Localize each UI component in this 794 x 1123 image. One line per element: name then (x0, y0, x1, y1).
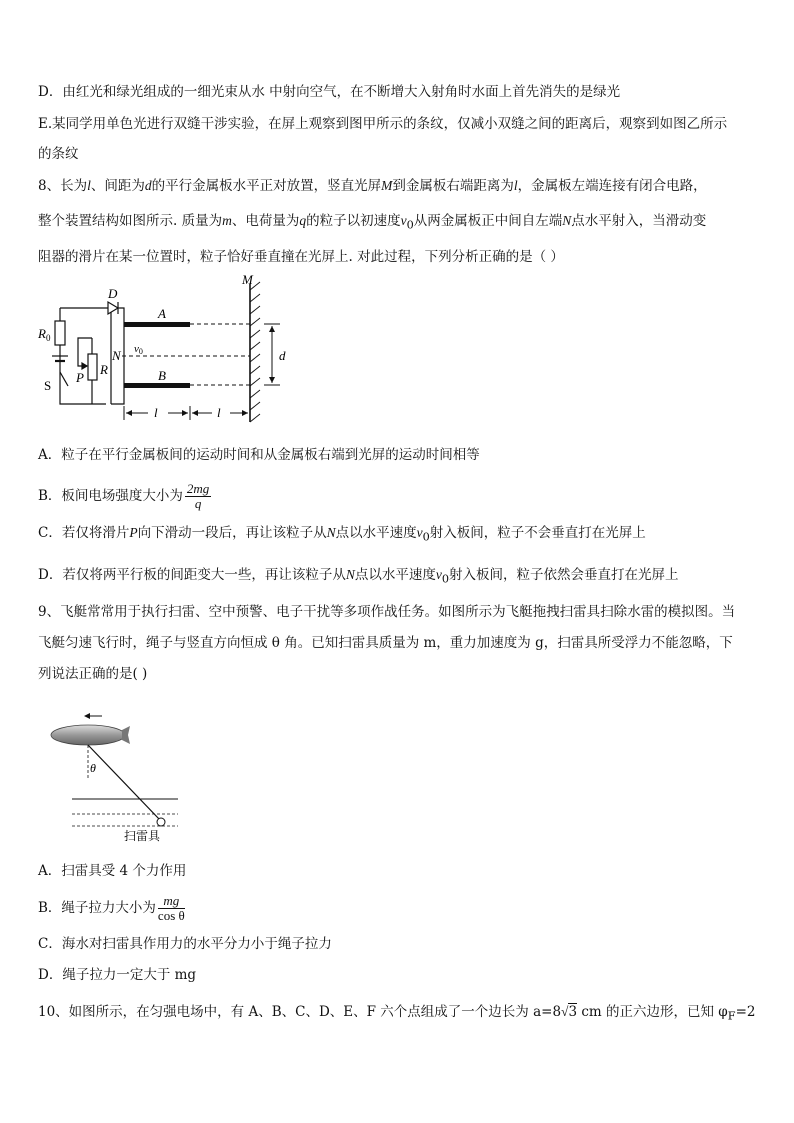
q8-stem-line2: 整个装置结构如图所示. 质量为m、电荷量为q的粒子以初速度$v_0$从两金属板正中间自左端N点水平射入，当滑动变 (38, 213, 707, 232)
q9-option-b-fraction: $\frac{mg}{\text{cos θ}}$ (157, 893, 185, 923)
q9-option-c: C．海水对扫雷具作用力的水平分力小于绳子拉力 (38, 936, 332, 952)
label-p: P (76, 370, 84, 385)
q9-option-d: D．绳子拉力一定大于 mg (38, 967, 197, 983)
label-screen-m: M (242, 272, 253, 287)
screen-hatching (250, 282, 260, 422)
label-theta: θ (90, 761, 96, 775)
label-n: N (112, 348, 121, 363)
label-l-1: l (154, 405, 158, 420)
q9-stem-line2: 飞艇匀速飞行时，绳子与竖直方向恒成 θ 角。已知扫雷具质量为 m，重力加速度为 g，扫雷具所受浮力不能忽略，下 (38, 635, 733, 651)
switch-s (60, 372, 68, 386)
sqrt-symbol: √ (561, 1004, 569, 1019)
label-s: S (44, 378, 52, 393)
q9-stem-line1: 9、飞艇常常用于执行扫雷、空中预警、电子干扰等多项作战任务。如图所示为飞艇拖拽扫雷具扫除水雷的模拟图。当 (38, 604, 736, 620)
airship-tail (122, 726, 130, 744)
q10-stem: 10、如图所示，在匀强电场中，有 A、B、C、D、E、F 六个点组成了一个边长为 a=8√3 cm 的正六边形，已知 $\varphi_F=2$ (38, 1004, 756, 1023)
q8-circuit-figure (36, 272, 296, 426)
option-e-prev-line2: 的条纹 (38, 146, 79, 162)
q8-option-b-fraction: $\frac{2mg}{q}$ (186, 481, 210, 511)
q8-option-b: B．板间电场强度大小为 $\frac{2mg}{q}$ (38, 481, 210, 511)
q9-airship-figure (44, 706, 184, 846)
label-r: R (100, 362, 108, 377)
q8-option-a: A．粒子在平行金属板间的运动时间和从金属板右端到光屏的运动时间相等 (38, 447, 480, 463)
option-e-prev-line1: E.某同学用单色光进行双缝干涉实验，在屏上观察到图甲所示的条纹，仅减小双缝之间的距离后，观察到如图乙所示 (38, 116, 728, 132)
plate-a (124, 322, 190, 327)
tow-rope (88, 745, 160, 820)
airship (51, 725, 125, 745)
label-r0: $R_0$ (38, 326, 51, 343)
label-v0: v0 (134, 343, 143, 356)
q9-option-a: A．扫雷具受 4 个力作用 (38, 863, 187, 879)
mine-sweeper (157, 818, 165, 826)
q8-option-c: C．若仅将滑片P向下滑动一段后，再让该粒子从N点以水平速度$v_0$射入板间，粒子不会垂直打在光屏上 (38, 525, 646, 544)
option-d-prev: D．由红光和绿光组成的一细光束从水 中射向空气，在不断增大入射角时水面上首先消失的是绿光 (38, 84, 621, 100)
q8-stem-line1: 8、长为l、间距为d的平行金属板水平正对放置，竖直光屏M到金属板右端距离为l，金属板左端连接有闭合电路， (38, 178, 707, 194)
q9-option-b: B．绳子拉力大小为 $\frac{mg}{\text{cos θ}}$ (38, 893, 185, 923)
q8-stem-line3: 阻器的滑片在某一位置时，粒子恰好垂直撞在光屏上. 对此过程，下列分析正确的是（ ） (38, 249, 564, 265)
plate-b (124, 383, 190, 388)
label-d-gap: d (279, 348, 286, 363)
q9-stem-line3: 列说法正确的是( ) (38, 666, 148, 682)
q8-option-d: D．若仅将两平行板的间距变大一些，再让该粒子从N点以水平速度$v_0$射入板间，粒子依然会垂直打在光屏上 (38, 567, 679, 586)
rheostat-r (88, 354, 97, 380)
label-d-diode: D (108, 286, 118, 301)
label-plate-b: B (158, 368, 166, 383)
slider-p-arrow (82, 363, 87, 369)
label-sweeper: 扫雷具 (124, 829, 161, 843)
label-l-2: l (217, 405, 221, 420)
diode-d (108, 302, 118, 314)
r0-resistor (55, 321, 65, 345)
label-plate-a: A (158, 306, 166, 321)
